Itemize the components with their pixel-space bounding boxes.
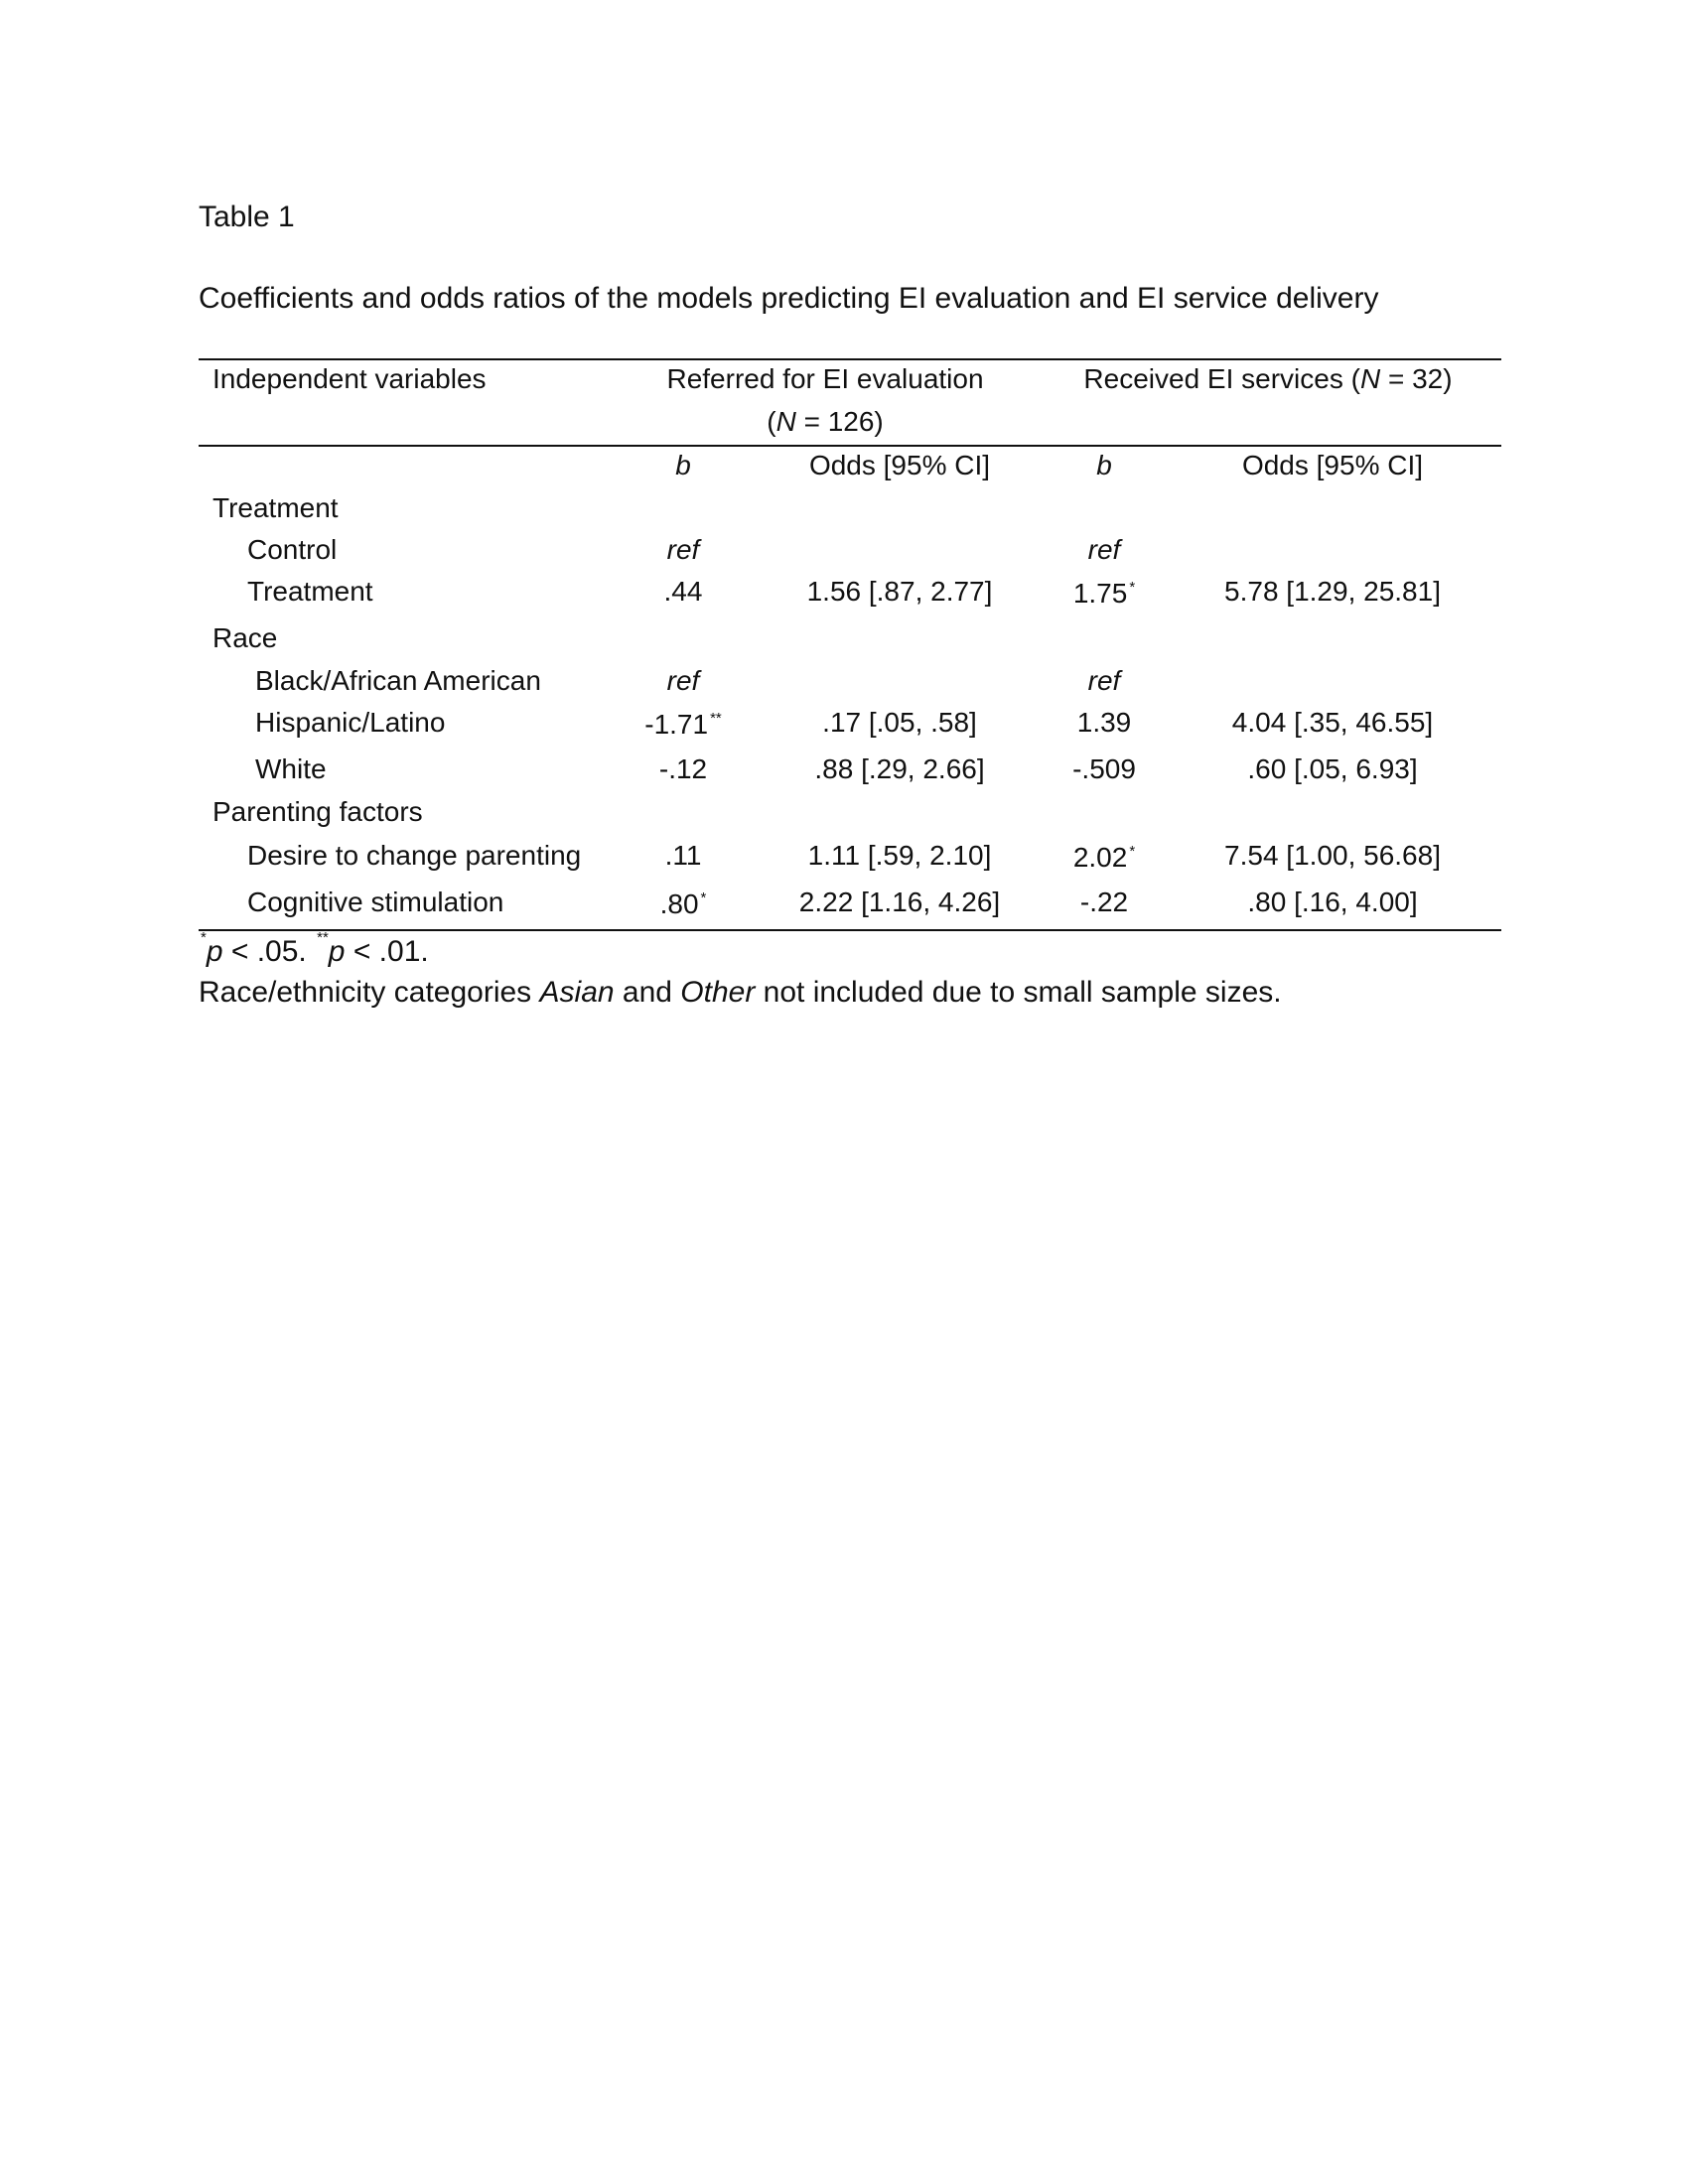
subheader-b-referred: b: [675, 450, 691, 480]
row-label-hispanic-latino: Hispanic/Latino: [255, 707, 446, 738]
cell-hispanic-odds-referred: .17 [.05, .58]: [822, 707, 977, 738]
subheader-b-received: b: [1096, 450, 1112, 480]
top-rule: [199, 358, 1501, 360]
header-rule: [199, 445, 1501, 447]
significance-marker: **: [710, 710, 722, 727]
cell-treatment-b-received: 1.75 *: [1072, 578, 1136, 609]
bottom-rule: [199, 929, 1501, 931]
cell-treatment-odds-referred: 1.56 [.87, 2.77]: [806, 576, 993, 607]
cell-hispanic-b-received: 1.39: [1076, 707, 1132, 738]
cell-hispanic-odds-received: 4.04 [.35, 46.55]: [1231, 707, 1434, 738]
cell-control-b-received: ref: [1087, 534, 1121, 565]
cell-desire-odds-referred: 1.11 [.59, 2.10]: [807, 840, 992, 871]
cell-white-odds-referred: .88 [.29, 2.66]: [814, 753, 985, 784]
significance-marker: *: [1129, 579, 1136, 596]
cell-white-b-received: -.509: [1072, 753, 1136, 784]
significance-marker: *: [700, 889, 707, 906]
row-label-control: Control: [247, 534, 338, 565]
cell-white-b-referred: -.12: [658, 753, 708, 784]
row-label-race: Race: [212, 622, 278, 653]
cell-desire-odds-received: 7.54 [1.00, 56.68]: [1224, 840, 1441, 871]
cell-cognitive-odds-received: .80 [.16, 4.00]: [1247, 887, 1418, 917]
significance-note: *p < .05. **p < .01.: [201, 929, 429, 968]
significance-marker: *: [1129, 843, 1136, 860]
header-received-ei-services: Received EI services (N = 32): [1083, 363, 1453, 394]
table-caption: Coefficients and odds ratios of the models predicting EI evaluation and EI service delivery: [199, 282, 1379, 315]
row-label-treatment: Treatment: [247, 576, 373, 607]
cell-treatment-odds-received: 5.78 [1.29, 25.81]: [1224, 576, 1441, 607]
subheader-odds-received: Odds [95% CI]: [1241, 450, 1424, 480]
row-label-treatment-group: Treatment: [212, 492, 339, 523]
table-label: Table 1: [199, 201, 295, 233]
cell-black-b-referred: ref: [666, 665, 700, 696]
row-label-parenting-factors: Parenting factors: [212, 796, 423, 827]
cell-cognitive-odds-referred: 2.22 [1.16, 4.26]: [798, 887, 1001, 917]
cell-cognitive-b-received: -.22: [1079, 887, 1129, 917]
cell-cognitive-b-referred: .80 *: [659, 888, 707, 919]
row-label-cognitive-stimulation: Cognitive stimulation: [247, 887, 504, 917]
subheader-odds-referred: Odds [95% CI]: [808, 450, 991, 480]
cell-desire-b-received: 2.02 *: [1072, 842, 1136, 873]
header-referred-n: (N = 126): [767, 406, 884, 437]
header-referred-for-ei-evaluation: Referred for EI evaluation: [666, 363, 984, 394]
cell-hispanic-b-referred: -1.71 **: [644, 709, 722, 740]
row-label-desire-to-change-parenting: Desire to change parenting: [247, 840, 582, 871]
cell-white-odds-received: .60 [.05, 6.93]: [1247, 753, 1418, 784]
row-label-black-african-american: Black/African American: [255, 665, 541, 696]
cell-treatment-b-referred: .44: [663, 576, 703, 607]
header-independent-variables: Independent variables: [212, 363, 487, 394]
cell-desire-b-referred: .11: [664, 840, 702, 871]
race-note: Race/ethnicity categories Asian and Other not included due to small sample sizes.: [199, 976, 1282, 1009]
row-label-white: White: [255, 753, 327, 784]
cell-black-b-received: ref: [1087, 665, 1121, 696]
cell-control-b-referred: ref: [666, 534, 700, 565]
